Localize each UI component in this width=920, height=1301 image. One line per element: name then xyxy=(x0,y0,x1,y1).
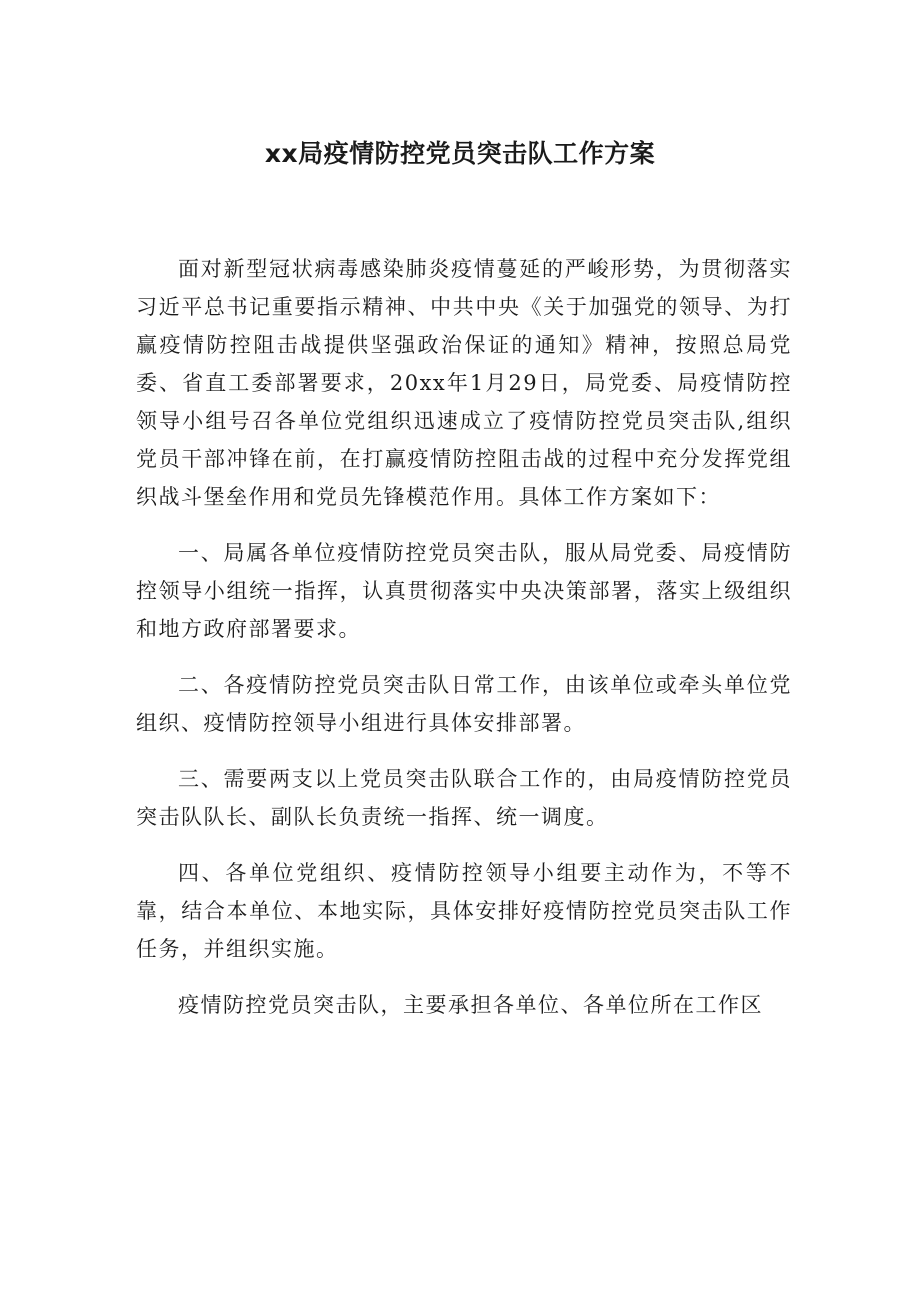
paragraph-item-2: 二、各疫情防控党员突击队日常工作，由该单位或牵头单位党组织、疫情防控领导小组进行具体安排部署。 xyxy=(136,673,792,735)
paragraph-continuation: 疫情防控党员突击队，主要承担各单位、各单位所在工作区 xyxy=(178,993,763,1017)
document-title: xx局疫情防控党员突击队工作方案 xyxy=(264,139,656,168)
paragraph-intro: 面对新型冠状病毒感染肺炎疫情蔓延的严峻形势，为贯彻落实习近平总书记重要指示精神、中共中央《关于加强党的领导、为打赢疫情防控阻击战提供坚强政治保证的通知》精神，按照总局党委、省直工委部署要求，20xx年1月29日，局党委、局疫情防控领导小组号召各单位党组织迅速成立了疫情防控党员突击队,组织党员干部冲锋在前，在打赢疫情防控阻击战的过程中充分发挥党组织战斗堡垒作用和党员先锋模范作用。具体工作方案如下： xyxy=(136,257,792,509)
paragraph-item-4: 四、各单位党组织、疫情防控领导小组要主动作为，不等不靠，结合本单位、本地实际，具体安排好疫情防控党员突击队工作任务，并组织实施。 xyxy=(136,861,792,961)
paragraph-item-1: 一、局属各单位疫情防控党员突击队，服从局党委、局疫情防控领导小组统一指挥，认真贯彻落实中央决策部署，落实上级组织和地方政府部署要求。 xyxy=(136,541,792,641)
paragraph-item-3: 三、需要两支以上党员突击队联合工作的，由局疫情防控党员突击队队长、副队长负责统一指挥、统一调度。 xyxy=(136,767,792,829)
document-body xyxy=(136,250,792,1042)
